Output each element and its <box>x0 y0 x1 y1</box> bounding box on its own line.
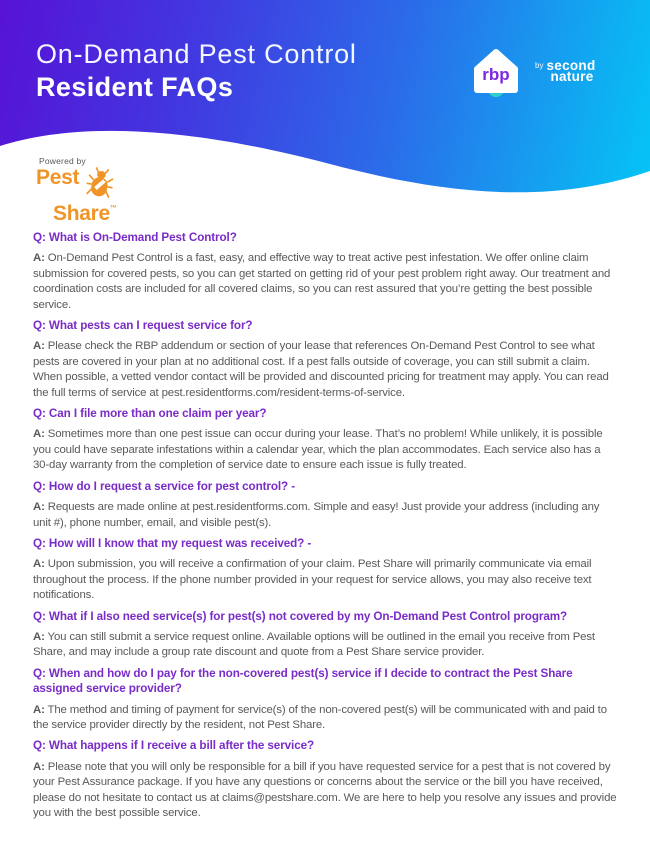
second-nature-by: by <box>535 61 544 70</box>
answer-prefix: A: <box>33 703 45 716</box>
answer-text: You can still submit a service request online. Available options will be outlined in the email you receive from Pest Share, and may include a group rate discount and quote from a Pest Share service provider. <box>33 630 595 659</box>
faq-question: Q: What pests can I request service for? <box>33 319 253 333</box>
faq-answer <box>33 339 617 401</box>
pest-share-word-pest: Pest <box>36 166 80 189</box>
pest-share-logo <box>36 156 156 224</box>
answer-prefix: A: <box>33 428 45 441</box>
faq-answer <box>33 251 617 313</box>
second-nature-logo <box>535 60 596 82</box>
faq-question: Q: When and how do I pay for the non-covered pest(s) service if I decide to contract the Pest Share assigned service provider? <box>33 666 573 696</box>
faq-item <box>33 479 617 531</box>
answer-prefix: A: <box>33 630 45 643</box>
answer-prefix: A: <box>33 252 45 265</box>
faq-question: Q: How will I know that my request was received? - <box>33 536 312 550</box>
faq-answer <box>33 703 617 734</box>
faq-answer <box>33 630 617 661</box>
faq-question: Q: Can I file more than one claim per year? <box>33 407 267 421</box>
second-nature-word-2: nature <box>550 69 594 84</box>
pest-share-word-share: Share <box>53 202 110 225</box>
faq-question: Q: What if I also need service(s) for pest(s) not covered by my On-Demand Pest Control program? <box>33 609 568 623</box>
page-subtitle: Resident FAQs <box>36 72 234 102</box>
faq-answer <box>33 557 617 603</box>
powered-by-label: Powered by <box>39 156 86 166</box>
brand-lockup <box>467 43 596 101</box>
faq-item <box>33 230 617 313</box>
faq-question: Q: What is On-Demand Pest Control? <box>33 231 237 244</box>
answer-text: Please check the RBP addendum or section of your lease that references On-Demand Pest Control to see what pests are covered in your plan at no additional cost. If a pest falls outside of coverage, you can still submit a claim. When possible, a vetted vendor contact will be provided and discounted pricing for treatment may apply. You can read the full terms of service at pest.residentforms.com/resident-terms-of-service. <box>33 340 609 399</box>
rbp-logo-text: rbp <box>482 65 510 84</box>
faq-question: Q: How do I request a service for pest control? - <box>33 479 296 493</box>
trademark-symbol: ™ <box>109 205 117 212</box>
answer-prefix: A: <box>33 558 45 571</box>
answer-text: Requests are made online at pest.residentforms.com. Simple and easy! Just provide your address (including any unit #), phone number, email, and visible pest(s). <box>33 501 600 529</box>
answer-text: The method and timing of payment for service(s) of the non-covered pest(s) will be communicated with and paid to the service provider directly by the resident, not Pest Share. <box>33 703 607 731</box>
answer-prefix: A: <box>33 501 45 514</box>
answer-prefix: A: <box>33 760 45 773</box>
faq-answer <box>33 500 617 531</box>
faq-item <box>33 536 617 604</box>
answer-text: Sometimes more than one pest issue can occur during your lease. That’s no problem! While unlikely, it is possible you could have separate infestations within a calendar year, which the plan accommodates. Each service also has a 30-day warranty from the completion of service date to ensure each issue is fully treated. <box>33 428 603 472</box>
faq-answer <box>33 427 617 473</box>
faq-item <box>33 318 617 401</box>
faq-item <box>33 666 617 734</box>
beetle-icon <box>85 165 115 201</box>
answer-text: Upon submission, you will receive a confirmation of your claim. Pest Share will primarily communicate via email throughout the process. If the phone number provided in your request for service allows, you may also receive text notifications. <box>33 558 592 602</box>
faq-answer <box>33 760 617 822</box>
faq-item <box>33 738 617 821</box>
answer-text: Please note that you will only be responsible for a bill if you have requested service for a pest that is not covered by your Pest Assurance package. If you have any questions or concerns about the service or the bill you have received, please do not hesitate to contact us at claims@pestshare.com. We are here to help you resolve any issues and provide you with the best possible service. <box>33 760 617 819</box>
second-nature-word-1: second <box>546 58 596 73</box>
answer-text: On-Demand Pest Control is a fast, easy, and effective way to treat active pest infestation. We offer online claim submission for covered pests, so you can get started on getting rid of your pest problem right away. Our treatment and coordination costs are included for all covered claims, so you can rest assured that you’re getting the best possible service. <box>33 252 611 311</box>
faq-item <box>33 406 617 474</box>
answer-prefix: A: <box>33 340 45 353</box>
header-titles <box>36 38 357 104</box>
page-title: On-Demand Pest Control <box>36 39 357 69</box>
faq-item <box>33 609 617 661</box>
faq-question: Q: What happens if I receive a bill after the service? <box>33 739 315 753</box>
rbp-home-icon <box>467 43 525 101</box>
faq-list <box>0 210 650 821</box>
